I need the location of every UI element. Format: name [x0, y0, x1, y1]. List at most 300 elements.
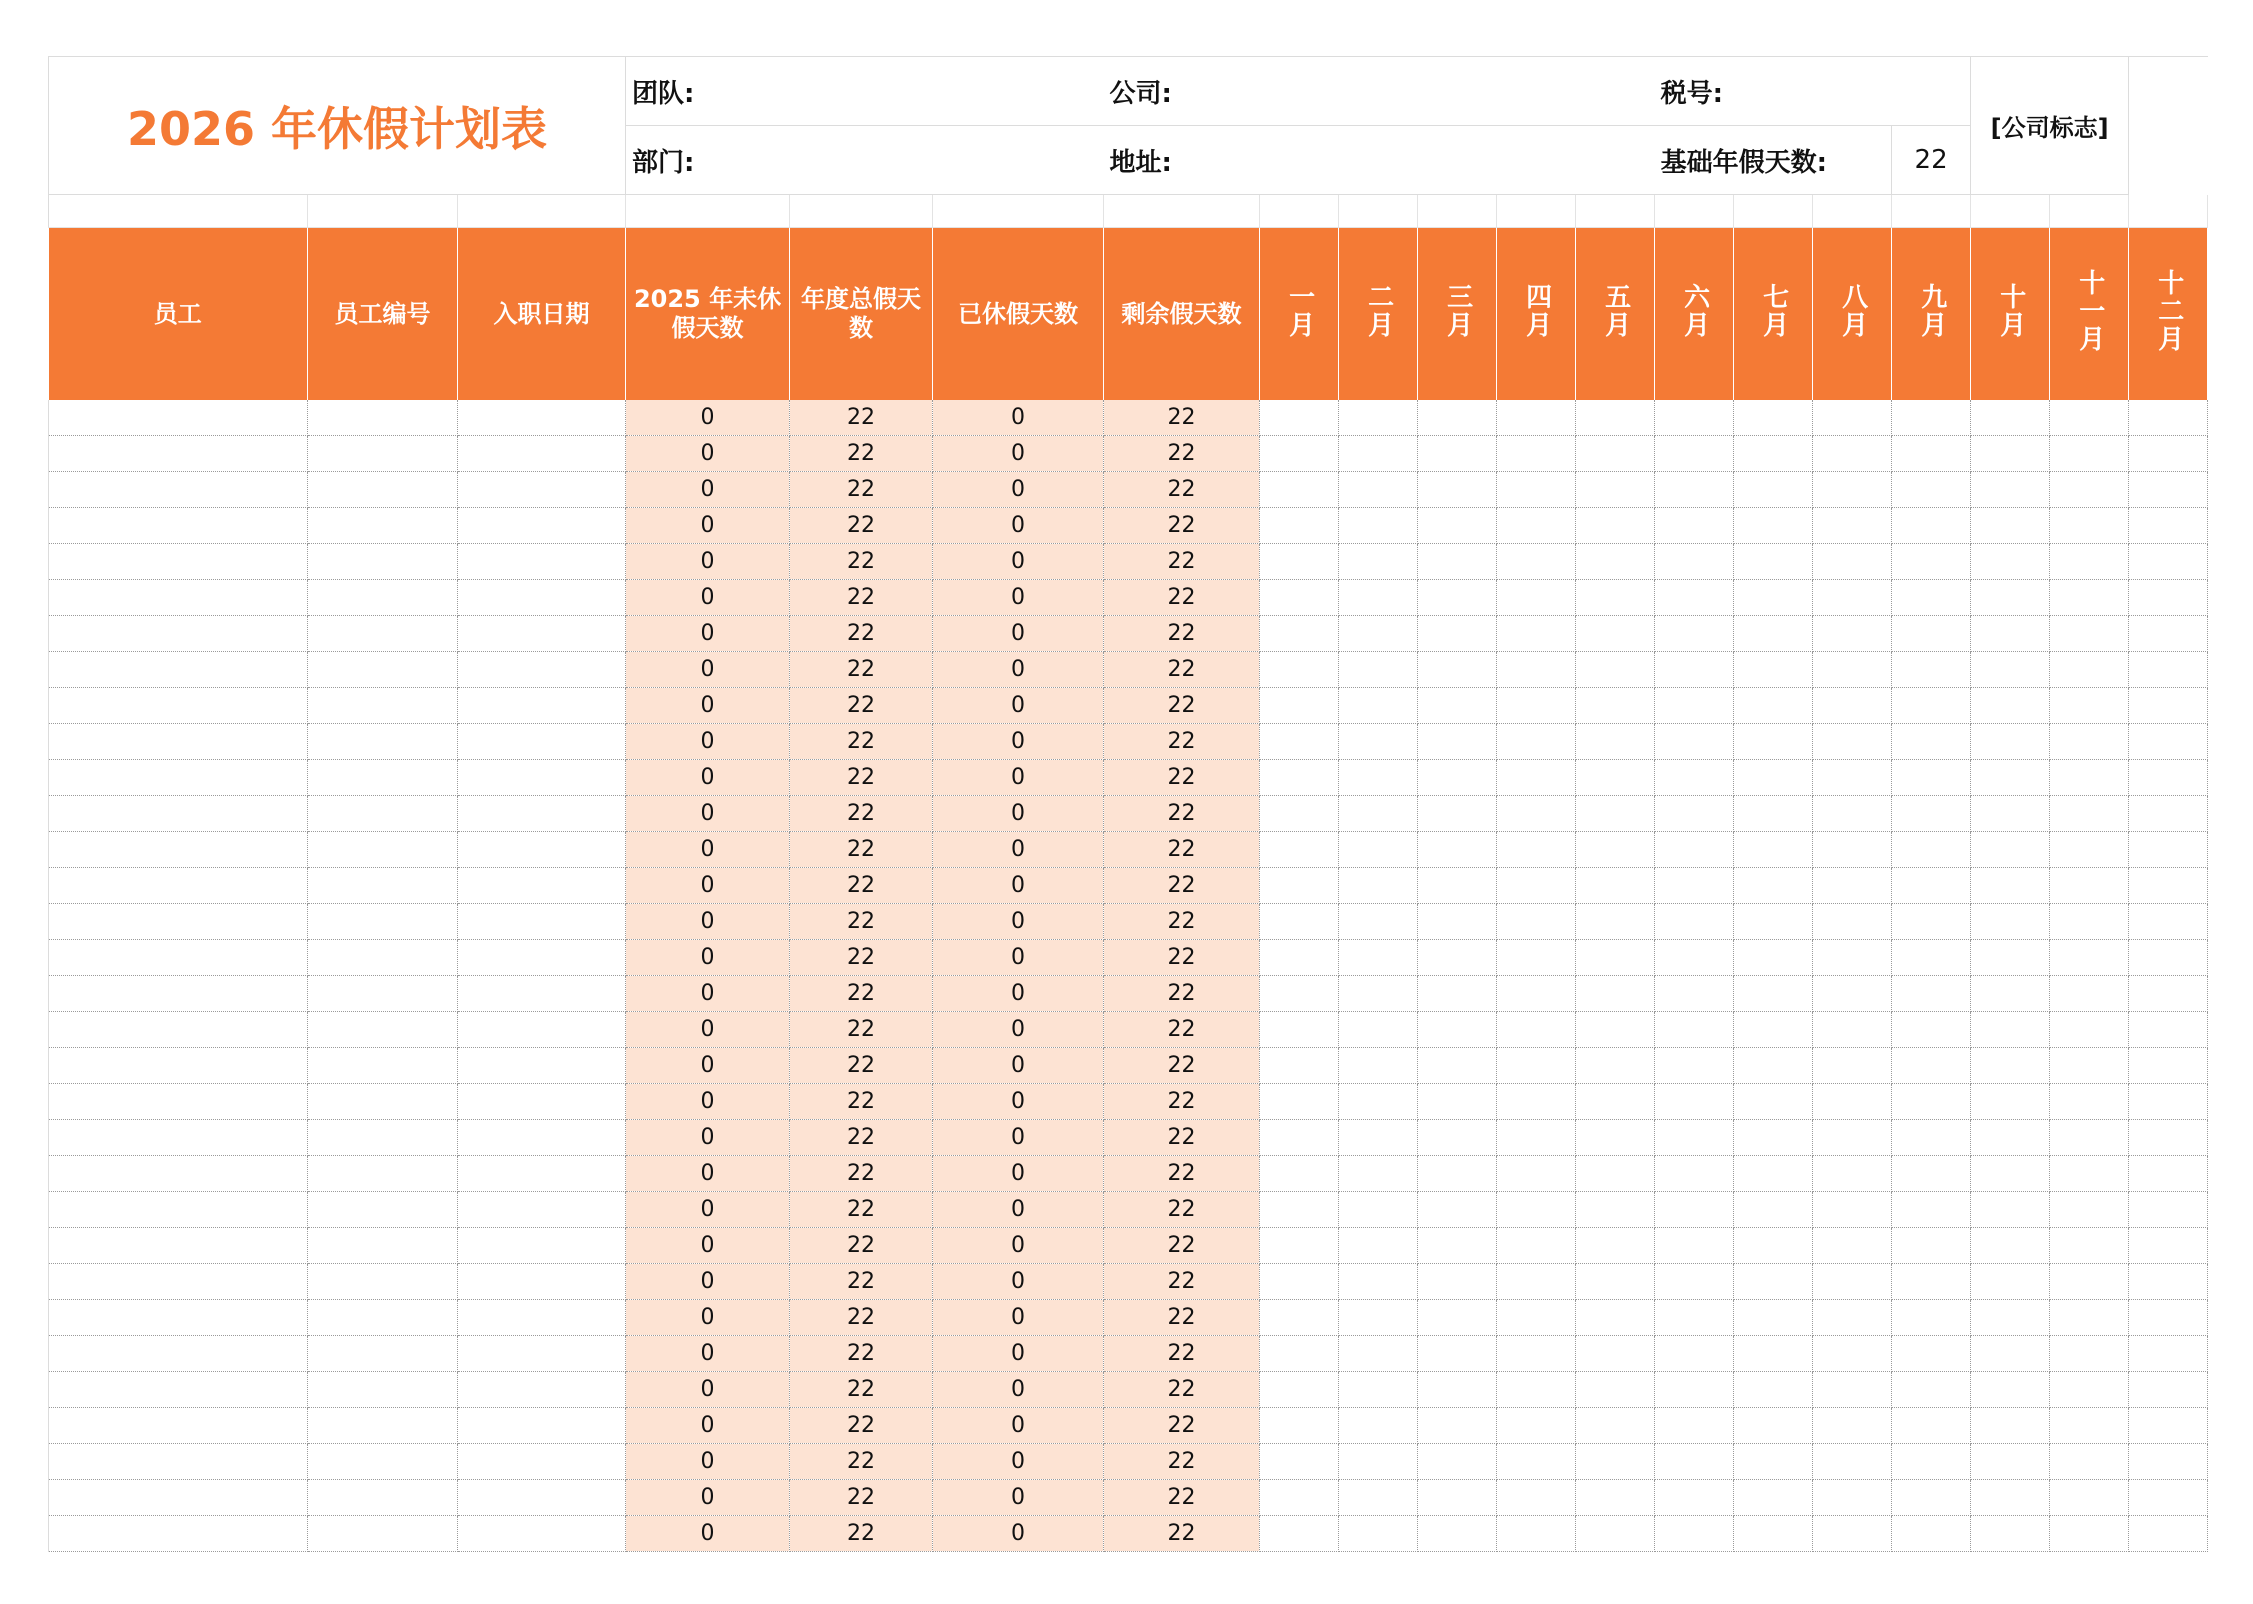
header-taken-days[interactable]: 已休假天数	[933, 228, 1104, 401]
month-cell[interactable]	[2050, 1048, 2129, 1084]
month-cell[interactable]	[2129, 976, 2208, 1012]
month-cell[interactable]	[1971, 1264, 2050, 1300]
month-cell[interactable]	[1576, 868, 1655, 904]
month-cell[interactable]	[1734, 1048, 1813, 1084]
month-cell[interactable]	[2050, 652, 2129, 688]
carryover-cell[interactable]: 0	[626, 1444, 790, 1480]
month-cell[interactable]	[1655, 1480, 1734, 1516]
month-cell[interactable]	[1339, 472, 1418, 508]
month-cell[interactable]	[2050, 868, 2129, 904]
taken-cell[interactable]: 0	[933, 976, 1104, 1012]
month-cell[interactable]	[1497, 868, 1576, 904]
month-cell[interactable]	[2129, 1516, 2208, 1552]
taken-cell[interactable]: 0	[933, 400, 1104, 436]
tax-id-label[interactable]: 税号:	[1655, 57, 1971, 126]
month-cell[interactable]	[1892, 1120, 1971, 1156]
month-cell[interactable]	[1576, 1192, 1655, 1228]
total-cell[interactable]: 22	[790, 1336, 933, 1372]
taken-cell[interactable]: 0	[933, 1192, 1104, 1228]
taken-cell[interactable]: 0	[933, 904, 1104, 940]
month-cell[interactable]	[1418, 1264, 1497, 1300]
month-cell[interactable]	[1734, 472, 1813, 508]
employee-id-cell[interactable]	[308, 1480, 458, 1516]
month-cell[interactable]	[1260, 688, 1339, 724]
remaining-cell[interactable]: 22	[1104, 832, 1260, 868]
header-month-oct[interactable]	[1971, 228, 2050, 401]
month-cell[interactable]	[1497, 1300, 1576, 1336]
month-cell[interactable]	[1813, 760, 1892, 796]
month-cell[interactable]	[2050, 976, 2129, 1012]
month-cell[interactable]	[1339, 1300, 1418, 1336]
hire-date-cell[interactable]	[458, 832, 626, 868]
remaining-cell[interactable]: 22	[1104, 688, 1260, 724]
hire-date-cell[interactable]	[458, 724, 626, 760]
month-cell[interactable]	[1892, 976, 1971, 1012]
month-cell[interactable]	[1576, 904, 1655, 940]
total-cell[interactable]: 22	[790, 1228, 933, 1264]
month-cell[interactable]	[2050, 616, 2129, 652]
month-cell[interactable]	[2050, 796, 2129, 832]
month-cell[interactable]	[1813, 976, 1892, 1012]
hire-date-cell[interactable]	[458, 1012, 626, 1048]
month-cell[interactable]	[1260, 976, 1339, 1012]
month-cell[interactable]	[1260, 1516, 1339, 1552]
month-cell[interactable]	[1418, 400, 1497, 436]
month-cell[interactable]	[1339, 1228, 1418, 1264]
month-cell[interactable]	[1418, 1336, 1497, 1372]
carryover-cell[interactable]: 0	[626, 796, 790, 832]
month-cell[interactable]	[1576, 796, 1655, 832]
month-cell[interactable]	[1576, 832, 1655, 868]
employee-cell[interactable]	[49, 400, 308, 436]
month-cell[interactable]	[1813, 400, 1892, 436]
month-cell[interactable]	[1576, 1264, 1655, 1300]
employee-cell[interactable]	[49, 760, 308, 796]
month-cell[interactable]	[1971, 1156, 2050, 1192]
month-cell[interactable]	[1734, 1120, 1813, 1156]
month-cell[interactable]	[1971, 724, 2050, 760]
month-cell[interactable]	[1892, 1084, 1971, 1120]
employee-cell[interactable]	[49, 1012, 308, 1048]
month-cell[interactable]	[2129, 904, 2208, 940]
month-cell[interactable]	[1339, 1192, 1418, 1228]
month-cell[interactable]	[1892, 940, 1971, 976]
month-cell[interactable]	[2050, 1372, 2129, 1408]
employee-cell[interactable]	[49, 508, 308, 544]
taken-cell[interactable]: 0	[933, 1120, 1104, 1156]
header-month-may[interactable]	[1576, 228, 1655, 401]
month-cell[interactable]	[2129, 400, 2208, 436]
month-cell[interactable]	[1971, 1516, 2050, 1552]
month-cell[interactable]	[1734, 976, 1813, 1012]
employee-cell[interactable]	[49, 1516, 308, 1552]
month-cell[interactable]	[1339, 940, 1418, 976]
month-cell[interactable]	[1892, 796, 1971, 832]
month-cell[interactable]	[1260, 1480, 1339, 1516]
employee-cell[interactable]	[49, 1408, 308, 1444]
month-cell[interactable]	[1813, 1444, 1892, 1480]
header-carryover-days[interactable]: 2025 年未休假天数	[626, 228, 790, 401]
month-cell[interactable]	[1655, 400, 1734, 436]
company-label[interactable]: 公司:	[1104, 57, 1655, 126]
month-cell[interactable]	[1971, 1192, 2050, 1228]
month-cell[interactable]	[1418, 544, 1497, 580]
employee-id-cell[interactable]	[308, 652, 458, 688]
month-cell[interactable]	[1813, 1120, 1892, 1156]
month-cell[interactable]	[1497, 1156, 1576, 1192]
month-cell[interactable]	[1655, 1516, 1734, 1552]
month-cell[interactable]	[1260, 940, 1339, 976]
taken-cell[interactable]: 0	[933, 1156, 1104, 1192]
month-cell[interactable]	[1734, 760, 1813, 796]
month-cell[interactable]	[1576, 1156, 1655, 1192]
month-cell[interactable]	[2050, 472, 2129, 508]
carryover-cell[interactable]: 0	[626, 1336, 790, 1372]
hire-date-cell[interactable]	[458, 940, 626, 976]
month-cell[interactable]	[1260, 1192, 1339, 1228]
month-cell[interactable]	[1813, 1048, 1892, 1084]
taken-cell[interactable]: 0	[933, 1336, 1104, 1372]
month-cell[interactable]	[1734, 580, 1813, 616]
month-cell[interactable]	[1655, 976, 1734, 1012]
month-cell[interactable]	[1497, 472, 1576, 508]
month-cell[interactable]	[1497, 1192, 1576, 1228]
month-cell[interactable]	[1576, 1372, 1655, 1408]
carryover-cell[interactable]: 0	[626, 688, 790, 724]
month-cell[interactable]	[1655, 1048, 1734, 1084]
employee-cell[interactable]	[49, 904, 308, 940]
remaining-cell[interactable]: 22	[1104, 976, 1260, 1012]
remaining-cell[interactable]: 22	[1104, 1192, 1260, 1228]
month-cell[interactable]	[1971, 544, 2050, 580]
month-cell[interactable]	[1576, 580, 1655, 616]
month-cell[interactable]	[1892, 544, 1971, 580]
month-cell[interactable]	[1497, 940, 1576, 976]
hire-date-cell[interactable]	[458, 652, 626, 688]
month-cell[interactable]	[1418, 940, 1497, 976]
month-cell[interactable]	[1971, 796, 2050, 832]
taken-cell[interactable]: 0	[933, 1084, 1104, 1120]
month-cell[interactable]	[1339, 616, 1418, 652]
month-cell[interactable]	[2050, 832, 2129, 868]
remaining-cell[interactable]: 22	[1104, 472, 1260, 508]
taken-cell[interactable]: 0	[933, 1300, 1104, 1336]
employee-id-cell[interactable]	[308, 1192, 458, 1228]
month-cell[interactable]	[1813, 1012, 1892, 1048]
employee-id-cell[interactable]	[308, 436, 458, 472]
month-cell[interactable]	[1260, 400, 1339, 436]
month-cell[interactable]	[2129, 616, 2208, 652]
month-cell[interactable]	[1497, 760, 1576, 796]
month-cell[interactable]	[1339, 652, 1418, 688]
month-cell[interactable]	[2129, 1300, 2208, 1336]
month-cell[interactable]	[1813, 1264, 1892, 1300]
header-month-apr[interactable]	[1497, 228, 1576, 401]
month-cell[interactable]	[1892, 1264, 1971, 1300]
employee-id-cell[interactable]	[308, 724, 458, 760]
month-cell[interactable]	[1576, 1336, 1655, 1372]
month-cell[interactable]	[1339, 1084, 1418, 1120]
total-cell[interactable]: 22	[790, 940, 933, 976]
hire-date-cell[interactable]	[458, 1228, 626, 1264]
hire-date-cell[interactable]	[458, 1048, 626, 1084]
month-cell[interactable]	[1418, 688, 1497, 724]
month-cell[interactable]	[1655, 1084, 1734, 1120]
month-cell[interactable]	[2050, 760, 2129, 796]
month-cell[interactable]	[1971, 652, 2050, 688]
base-leave-value[interactable]: 22	[1892, 126, 1971, 195]
month-cell[interactable]	[1734, 1408, 1813, 1444]
month-cell[interactable]	[1497, 1372, 1576, 1408]
remaining-cell[interactable]: 22	[1104, 760, 1260, 796]
month-cell[interactable]	[1734, 1228, 1813, 1264]
month-cell[interactable]	[1655, 1012, 1734, 1048]
month-cell[interactable]	[1734, 724, 1813, 760]
month-cell[interactable]	[1260, 1120, 1339, 1156]
month-cell[interactable]	[2050, 1300, 2129, 1336]
employee-cell[interactable]	[49, 1084, 308, 1120]
month-cell[interactable]	[1813, 1480, 1892, 1516]
header-month-aug[interactable]	[1813, 228, 1892, 401]
month-cell[interactable]	[1260, 1048, 1339, 1084]
header-month-dec[interactable]	[2129, 228, 2208, 401]
month-cell[interactable]	[1339, 760, 1418, 796]
month-cell[interactable]	[1418, 796, 1497, 832]
employee-cell[interactable]	[49, 1120, 308, 1156]
month-cell[interactable]	[1892, 832, 1971, 868]
employee-cell[interactable]	[49, 1372, 308, 1408]
month-cell[interactable]	[1260, 616, 1339, 652]
month-cell[interactable]	[1339, 976, 1418, 1012]
employee-cell[interactable]	[49, 1156, 308, 1192]
month-cell[interactable]	[1339, 688, 1418, 724]
header-month-jan[interactable]	[1260, 228, 1339, 401]
employee-id-cell[interactable]	[308, 1228, 458, 1264]
total-cell[interactable]: 22	[790, 1300, 933, 1336]
employee-id-cell[interactable]	[308, 1372, 458, 1408]
header-employee[interactable]: 员工	[49, 228, 308, 401]
month-cell[interactable]	[1734, 544, 1813, 580]
month-cell[interactable]	[1971, 616, 2050, 652]
month-cell[interactable]	[2129, 940, 2208, 976]
month-cell[interactable]	[1734, 832, 1813, 868]
month-cell[interactable]	[1497, 688, 1576, 724]
month-cell[interactable]	[1497, 1516, 1576, 1552]
month-cell[interactable]	[1260, 580, 1339, 616]
month-cell[interactable]	[2050, 1120, 2129, 1156]
month-cell[interactable]	[2050, 1336, 2129, 1372]
month-cell[interactable]	[1655, 868, 1734, 904]
month-cell[interactable]	[1971, 400, 2050, 436]
taken-cell[interactable]: 0	[933, 436, 1104, 472]
month-cell[interactable]	[1497, 508, 1576, 544]
employee-id-cell[interactable]	[308, 580, 458, 616]
month-cell[interactable]	[1655, 472, 1734, 508]
month-cell[interactable]	[1339, 796, 1418, 832]
employee-cell[interactable]	[49, 616, 308, 652]
month-cell[interactable]	[2050, 1084, 2129, 1120]
month-cell[interactable]	[1971, 1084, 2050, 1120]
hire-date-cell[interactable]	[458, 688, 626, 724]
taken-cell[interactable]: 0	[933, 1372, 1104, 1408]
month-cell[interactable]	[2050, 400, 2129, 436]
month-cell[interactable]	[1734, 688, 1813, 724]
month-cell[interactable]	[1418, 616, 1497, 652]
total-cell[interactable]: 22	[790, 1408, 933, 1444]
month-cell[interactable]	[1418, 976, 1497, 1012]
month-cell[interactable]	[1418, 832, 1497, 868]
month-cell[interactable]	[2129, 688, 2208, 724]
hire-date-cell[interactable]	[458, 1336, 626, 1372]
total-cell[interactable]: 22	[790, 580, 933, 616]
hire-date-cell[interactable]	[458, 1192, 626, 1228]
hire-date-cell[interactable]	[458, 1408, 626, 1444]
total-cell[interactable]: 22	[790, 1480, 933, 1516]
month-cell[interactable]	[1734, 1264, 1813, 1300]
month-cell[interactable]	[2050, 724, 2129, 760]
employee-cell[interactable]	[49, 1300, 308, 1336]
month-cell[interactable]	[1971, 1444, 2050, 1480]
month-cell[interactable]	[1260, 868, 1339, 904]
month-cell[interactable]	[2050, 1480, 2129, 1516]
total-cell[interactable]: 22	[790, 832, 933, 868]
month-cell[interactable]	[1813, 1156, 1892, 1192]
month-cell[interactable]	[1734, 940, 1813, 976]
month-cell[interactable]	[1734, 868, 1813, 904]
carryover-cell[interactable]: 0	[626, 616, 790, 652]
remaining-cell[interactable]: 22	[1104, 1156, 1260, 1192]
month-cell[interactable]	[2129, 1264, 2208, 1300]
month-cell[interactable]	[1418, 1372, 1497, 1408]
month-cell[interactable]	[2129, 1048, 2208, 1084]
month-cell[interactable]	[2129, 1156, 2208, 1192]
month-cell[interactable]	[1734, 652, 1813, 688]
employee-cell[interactable]	[49, 544, 308, 580]
month-cell[interactable]	[1971, 1300, 2050, 1336]
hire-date-cell[interactable]	[458, 472, 626, 508]
month-cell[interactable]	[1892, 1156, 1971, 1192]
carryover-cell[interactable]: 0	[626, 1300, 790, 1336]
remaining-cell[interactable]: 22	[1104, 1444, 1260, 1480]
month-cell[interactable]	[1892, 724, 1971, 760]
month-cell[interactable]	[1655, 580, 1734, 616]
month-cell[interactable]	[1734, 400, 1813, 436]
month-cell[interactable]	[1892, 1516, 1971, 1552]
month-cell[interactable]	[1813, 724, 1892, 760]
employee-cell[interactable]	[49, 796, 308, 832]
month-cell[interactable]	[1892, 652, 1971, 688]
month-cell[interactable]	[1339, 832, 1418, 868]
month-cell[interactable]	[1497, 436, 1576, 472]
hire-date-cell[interactable]	[458, 400, 626, 436]
month-cell[interactable]	[1260, 832, 1339, 868]
team-label[interactable]: 团队:	[626, 57, 1104, 126]
month-cell[interactable]	[1892, 1228, 1971, 1264]
month-cell[interactable]	[1339, 724, 1418, 760]
month-cell[interactable]	[1418, 1156, 1497, 1192]
month-cell[interactable]	[1734, 1336, 1813, 1372]
month-cell[interactable]	[1576, 1480, 1655, 1516]
employee-cell[interactable]	[49, 724, 308, 760]
month-cell[interactable]	[1655, 1336, 1734, 1372]
month-cell[interactable]	[1892, 760, 1971, 796]
hire-date-cell[interactable]	[458, 760, 626, 796]
employee-cell[interactable]	[49, 832, 308, 868]
header-month-nov[interactable]	[2050, 228, 2129, 401]
month-cell[interactable]	[1655, 832, 1734, 868]
carryover-cell[interactable]: 0	[626, 1408, 790, 1444]
remaining-cell[interactable]: 22	[1104, 652, 1260, 688]
hire-date-cell[interactable]	[458, 868, 626, 904]
employee-id-cell[interactable]	[308, 508, 458, 544]
month-cell[interactable]	[1971, 1012, 2050, 1048]
month-cell[interactable]	[1971, 1408, 2050, 1444]
employee-id-cell[interactable]	[308, 472, 458, 508]
month-cell[interactable]	[2129, 1408, 2208, 1444]
hire-date-cell[interactable]	[458, 1372, 626, 1408]
remaining-cell[interactable]: 22	[1104, 616, 1260, 652]
month-cell[interactable]	[1339, 1120, 1418, 1156]
total-cell[interactable]: 22	[790, 1372, 933, 1408]
carryover-cell[interactable]: 0	[626, 436, 790, 472]
hire-date-cell[interactable]	[458, 436, 626, 472]
carryover-cell[interactable]: 0	[626, 1048, 790, 1084]
employee-id-cell[interactable]	[308, 1408, 458, 1444]
company-logo-placeholder[interactable]: [公司标志]	[1971, 57, 2129, 195]
remaining-cell[interactable]: 22	[1104, 1048, 1260, 1084]
taken-cell[interactable]: 0	[933, 616, 1104, 652]
month-cell[interactable]	[2129, 544, 2208, 580]
month-cell[interactable]	[1971, 1048, 2050, 1084]
total-cell[interactable]: 22	[790, 1084, 933, 1120]
month-cell[interactable]	[1260, 436, 1339, 472]
month-cell[interactable]	[2050, 508, 2129, 544]
month-cell[interactable]	[1339, 1444, 1418, 1480]
month-cell[interactable]	[1655, 724, 1734, 760]
remaining-cell[interactable]: 22	[1104, 1516, 1260, 1552]
carryover-cell[interactable]: 0	[626, 1516, 790, 1552]
month-cell[interactable]	[1813, 904, 1892, 940]
month-cell[interactable]	[1260, 1372, 1339, 1408]
month-cell[interactable]	[2050, 940, 2129, 976]
month-cell[interactable]	[2129, 868, 2208, 904]
employee-cell[interactable]	[49, 688, 308, 724]
carryover-cell[interactable]: 0	[626, 544, 790, 580]
month-cell[interactable]	[1497, 904, 1576, 940]
month-cell[interactable]	[1497, 976, 1576, 1012]
month-cell[interactable]	[1260, 1228, 1339, 1264]
carryover-cell[interactable]: 0	[626, 1012, 790, 1048]
month-cell[interactable]	[1576, 436, 1655, 472]
month-cell[interactable]	[1813, 1228, 1892, 1264]
month-cell[interactable]	[1655, 904, 1734, 940]
month-cell[interactable]	[1339, 436, 1418, 472]
month-cell[interactable]	[2129, 760, 2208, 796]
employee-id-cell[interactable]	[308, 904, 458, 940]
remaining-cell[interactable]: 22	[1104, 1408, 1260, 1444]
hire-date-cell[interactable]	[458, 904, 626, 940]
month-cell[interactable]	[1892, 688, 1971, 724]
month-cell[interactable]	[1813, 1300, 1892, 1336]
hire-date-cell[interactable]	[458, 796, 626, 832]
taken-cell[interactable]: 0	[933, 940, 1104, 976]
month-cell[interactable]	[1813, 652, 1892, 688]
month-cell[interactable]	[1734, 1012, 1813, 1048]
month-cell[interactable]	[1892, 580, 1971, 616]
employee-id-cell[interactable]	[308, 1012, 458, 1048]
month-cell[interactable]	[2129, 436, 2208, 472]
month-cell[interactable]	[2129, 796, 2208, 832]
